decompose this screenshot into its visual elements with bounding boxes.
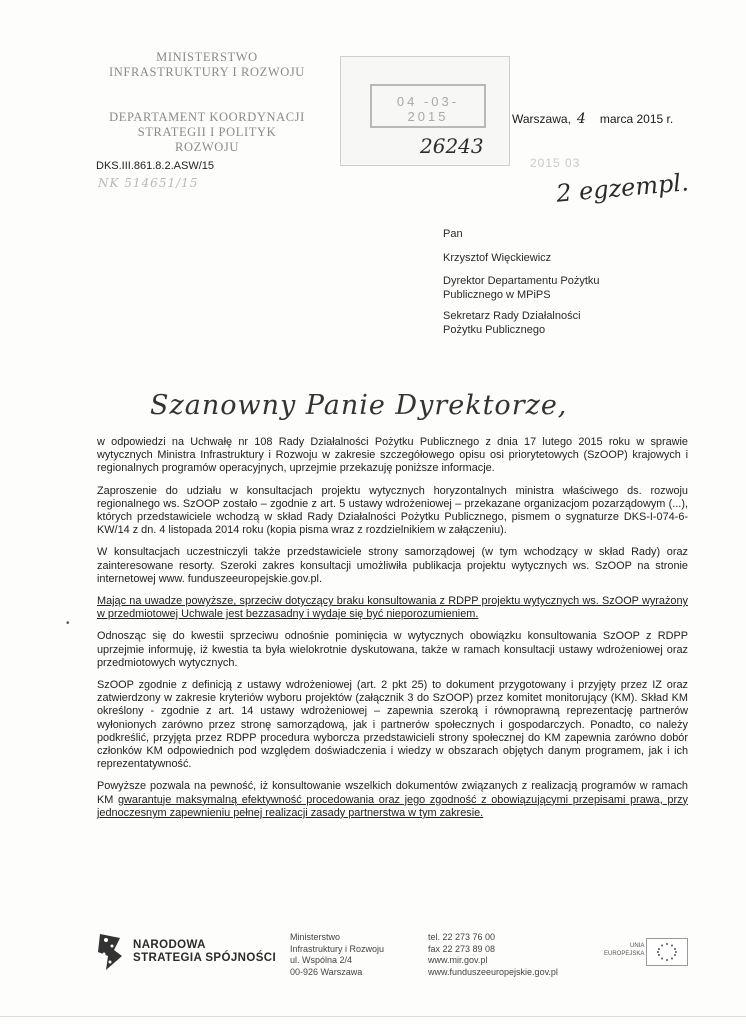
website-link[interactable]: www.funduszeeuropejskie.gov.pl [428,966,558,977]
ministry-name [82,50,332,80]
address-line: ul. Wspólna 2/4 [290,955,353,965]
addressee-role: Dyrektor Departamentu Pożytku Publicznego w MPiPS [443,275,600,301]
website-link[interactable]: www.mir.gov.pl [428,955,488,965]
logo-line: NARODOWA [133,939,206,951]
eu-flag-icon [646,938,688,966]
department-line: DEPARTAMENT KOORDYNACJI [109,110,305,124]
narodowa-strategia-text [133,939,276,965]
handwritten-reference: NK 514651/15 [98,176,199,190]
department-line: ROZWOJU [175,140,239,154]
addressee-role: Sekretarz Rady Działalności Pożytku Publicznego [443,310,581,336]
body-paragraph: w odpowiedzi na Uchwałę nr 108 Rady Działalności Pożytku Publicznego z dnia 17 lutego 2015 roku w sprawie wytycznych Ministra Infrastruktury i Rozwoju w zakresie szczegółowego opisu osi priorytetowych (SzOOP) krajowych i regionalnych programów operacyjnych, uprzejmie przekazuję poniższe informacje. [97,436,688,475]
logo-line: STRATEGIA SPÓJNOŚCI [133,952,277,964]
department-name [82,110,332,155]
stamp-faint-mark: 2015 03 [530,156,581,170]
ministry-line: INFRASTRUKTURY I ROZWOJU [109,65,305,79]
addressee-name: Krzysztof Więckiewicz [443,251,552,264]
address-line: Ministerstwo [290,932,341,942]
footer-address [290,932,384,978]
letter-month-year: marca 2015 r. [599,112,674,126]
letter-body [97,436,688,829]
page-bottom-edge [0,1016,746,1017]
fax-number: fax 22 273 89 08 [428,943,496,954]
handwritten-greeting: Szanowny Panie Dyrektorze, [150,390,568,421]
body-paragraph: Zaproszenie do udziału w konsultacjach projektu wytycznych horyzontalnych ministra właściwego ds. rozwoju regionalnego ws. SzOOP zostało – zgodnie z art. 5 ustawy wdrożeniowej – przekazane organizacjom pozarządowym (...), których przedstawiciele wchodzą w skład Rady Działalności Pożytku Publicznego, pismem o sygnaturze DKS-I-074-6-KW/14 z dn. 4 listopada 2014 roku (kopia pisma wraz z rozdzielnikiem w załączeniu). [97,484,688,537]
letter-date [512,111,673,127]
body-paragraph: SzOOP zgodnie z definicją z ustawy wdrożeniowej (art. 2 pkt 25) to dokument przygotowany i przyjęty przez IZ oraz zatwierdzony w zakresie kryteriów wyboru projektów (załącznik 3 do SzOOP) przez komitet monitorujący (KM). Skład KM określony - zgodnie z art. 14 ustawy wdrożeniowej – zapewnia szeroką i równoprawną reprezentację partnerów wyłonionych zarówno przez stronę samorządową, jak i partnerów społecznych i gospodarczych. Ponadto, co należy podkreślić, przyjęta przez RDPP procedura wyborcza przedstawicieli strony społecznej do KM zapewnia zarówno dobór członków KM odpowiednich pod względem doświadczenia i wiedzy w obszarach objętych danym programem, jak i ich reprezentatywność. [97,679,688,771]
address-line: 00-926 Warszawa [290,966,363,977]
eu-label-line: EUROPEJSKA [604,951,645,957]
department-line: STRATEGII I POLITYK [137,125,277,139]
addressee-salutation: Pan [443,228,463,240]
body-paragraph: W konsultacjach uczestniczyli także przedstawiciele strony samorządowej (w tym wchodzący w skład Rady) oraz zainteresowane resorty. Szeroki zakres konsultacji umożliwiła publikacja projektu wytycznych ws. SzOOP na stronie internetowej www. funduszeeuropejskie.gov.pl. [97,546,688,585]
body-paragraph [97,780,688,820]
narodowa-strategia-logo-icon [92,932,128,972]
body-text-underlined: gwarantuje maksymalną efektywność procedowania oraz jego zgodność z obowiązującymi przepisami prawa, przy jednoczesnym zapewnieniu pełnej realizacji zasady partnerstwa w tym zakresie. [97,793,688,819]
ministry-line: MINISTERSTWO [156,50,258,64]
phone-number: tel. 22 273 76 00 [428,932,496,942]
body-paragraph-underlined: Mając na uwadze powyższe, sprzeciw dotyczący braku konsultowania z RDPP projektu wytycznych ws. SzOOP wyrażony w przedmiotowej Uchwale jest bezzasadny i wydaje się być nieporozumieniem. [97,595,688,621]
handwritten-note: 2 egzempl. [555,168,690,208]
body-text: Powyższe pozwala na pewność, iż konsultowanie wszelkich dokumentów związanych z realizacją programów w ramach KM [97,780,688,806]
stamp-date: 04 -03- 2015 [396,94,460,124]
reference-number: DKS.III.861.8.2.ASW/15 [96,160,215,172]
stamp-handwritten-number: 26243 [420,134,484,158]
address-line: Infrastruktury i Rozwoju [290,943,385,954]
eu-label-line: UNIA [630,943,645,949]
letter-day-handwritten: 4 [576,111,586,127]
footer-contact [428,932,558,978]
body-paragraph: Odnosząc się do kwestii sprzeciwu odnośnie pominięcia w wytycznych obowiązku konsultowania SzOOP z RDPP uprzejmie informuję, iż kwestia ta była wielokrotnie dyskutowana, także w ramach konsultacji ustawy wdrożeniowej oraz przedmiotowych wytycznych. [97,630,688,669]
letter-place: Warszawa, [512,112,571,126]
addressee-block [443,228,618,345]
eu-label [604,942,644,958]
margin-mark: • [66,618,70,629]
letter-footer [0,928,746,988]
